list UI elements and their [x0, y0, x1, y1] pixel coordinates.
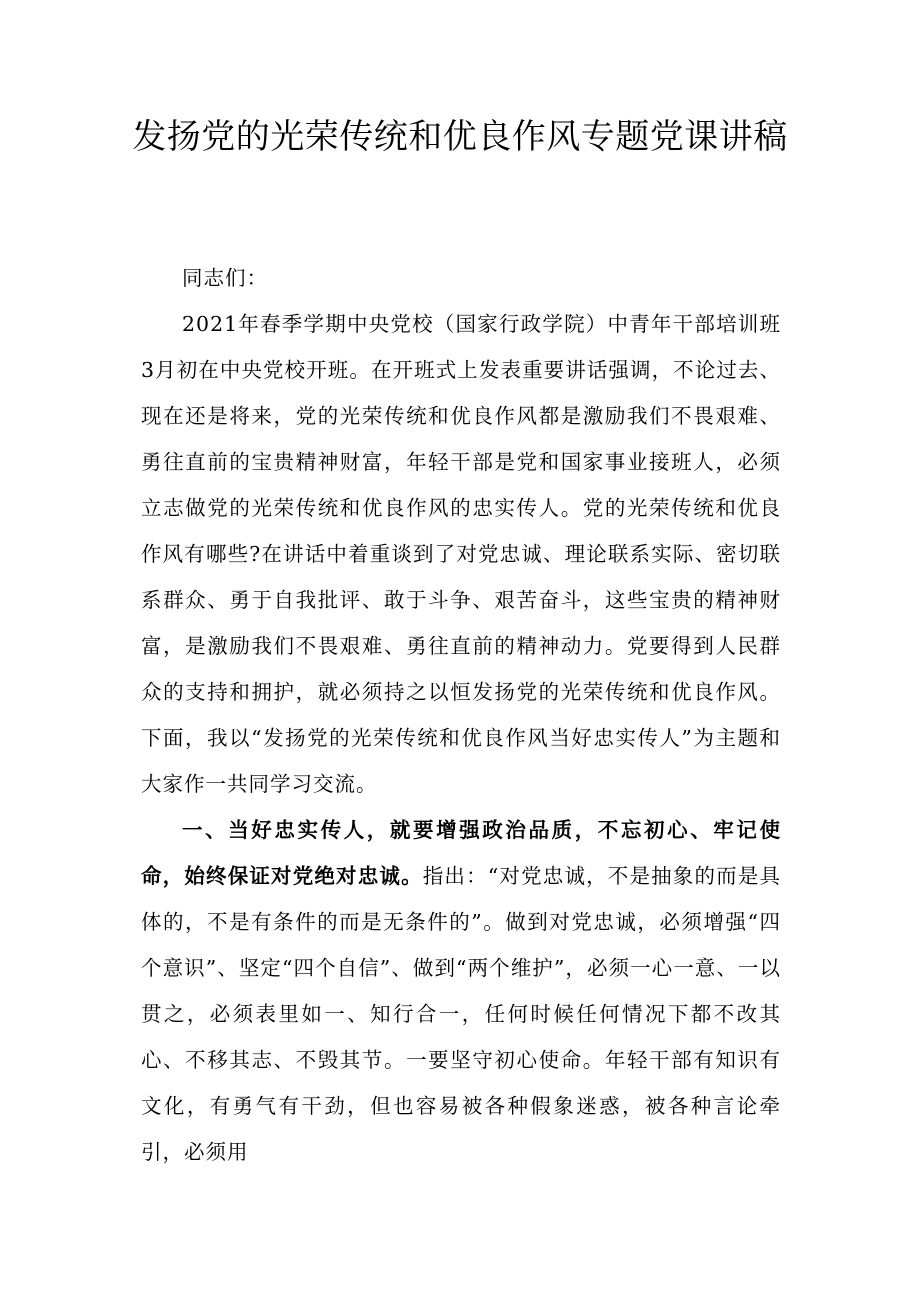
greeting: 同志们： — [182, 266, 268, 290]
paragraph-intro: 2021年春季学期中央党校（国家行政学院）中青年干部培训班3月初在中央党校开班。在开班式上发表重要讲话强调，不论过去、现在还是将来，党的光荣传统和优良作风都是激励我们不畏艰难、勇往直前的宝贵精神财富，年轻干部是党和国家事业接班人，必须立志做党的光荣传统和优良作风的忠实传人。党的光荣传统和优良作风有哪些?在讲话中着重谈到了对党忠诚、理论联系实际、密切联系群众、勇于自我批评、敢于斗争、艰苦奋斗，这些宝贵的精神财富，是激励我们不畏艰难、勇往直前的精神动力。党要得到人民群众的支持和拥护，就必须持之以恒发扬党的光荣传统和优良作风。下面，我以“发扬党的光荣传统和优良作风当好忠实传人”为主题和大家作一共同学习交流。 — [141, 312, 781, 796]
document-body — [141, 255, 781, 1175]
paragraph-section-1 — [141, 807, 781, 1175]
section-1-heading: 一、当好忠实传人，就要增强政治品质，不忘初心、牢记使命，始终保证对党绝对忠诚。 — [141, 818, 781, 888]
document-title: 发扬党的光荣传统和优良作风专题党课讲稿 — [132, 117, 788, 157]
section-1-text: 指出：“对党忠诚，不是抽象的而是具体的，不是有条件的而是无条件的”。做到对党忠诚，必须增强“四个意识”、坚定“四个自信”、做到“两个维护”，必须一心一意、一以贯之，必须表里如一、知行合一，任何时候任何情况下都不改其心、不移其志、不毁其节。一要坚守初心使命。年轻干部有知识有文化，有勇气有干劲，但也容易被各种假象迷惑，被各种言论牵引，必须用 — [141, 864, 781, 1164]
